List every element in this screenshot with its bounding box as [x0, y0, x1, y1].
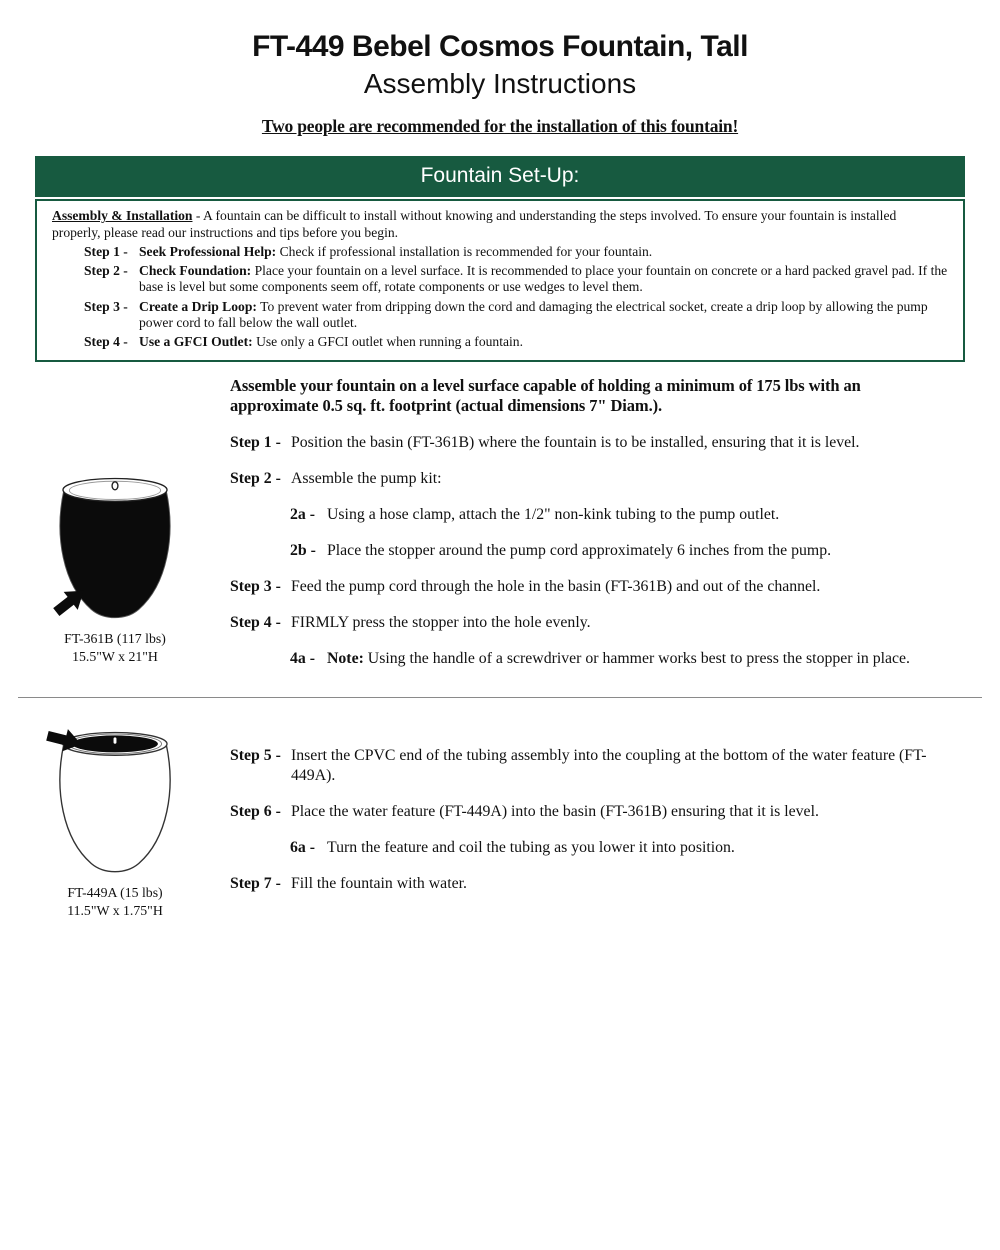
assembly-step-5: [230, 746, 952, 786]
step-label: Step 2 -: [84, 263, 128, 279]
step-title: Check Foundation:: [139, 263, 252, 279]
assembly-step-6: [230, 802, 952, 822]
step-body: FIRMLY press the stopper into the hole evenly.: [291, 613, 591, 631]
step-body: Assemble the pump kit:: [291, 469, 442, 487]
basin-figure: [0, 468, 230, 666]
step-label: 4a -: [290, 649, 316, 667]
assembly-step-1: [230, 433, 952, 453]
figure-column: [0, 722, 230, 920]
water-feature-coupling-hole: [114, 737, 117, 743]
basin-dimensions: 15.5"W x 21"H: [72, 648, 158, 664]
step-body: [327, 649, 952, 669]
step-body: Use only a GFCI outlet when running a fountain.: [256, 334, 523, 350]
step-label: Step 1 -: [230, 433, 281, 451]
water-feature-caption: [0, 884, 230, 920]
step-body: Feed the pump cord through the hole in the basin (FT-361B) and out of the channel.: [291, 577, 821, 595]
step-body: Insert the CPVC end of the tubing assembly into the coupling at the bottom of the water feature (FT-449A).: [291, 746, 927, 784]
step-label: Step 4 -: [230, 613, 281, 631]
water-feature-dimensions: 11.5"W x 1.75"H: [67, 902, 163, 918]
step-title: Seek Professional Help:: [139, 243, 277, 259]
step-text: [139, 244, 948, 260]
step-label: 2b -: [290, 541, 316, 559]
figure-column: [0, 376, 230, 669]
assembly-step-2b: [290, 541, 952, 561]
setup-intro-text: - A fountain can be difficult to install without knowing and understanding the steps involved. To ensure your fountain is installed properly, please read our instructions and tips before you begin.: [52, 208, 897, 240]
setup-step-1: [84, 244, 948, 260]
step-label: Step 7 -: [230, 875, 281, 893]
step-body: To prevent water from dripping down the cord and damaging the electrical socket, create a drip loop by allowing the pump power cord to fall below the wall outlet.: [139, 298, 928, 331]
basin-illustration: [39, 468, 191, 625]
step-label: Step 1 -: [84, 243, 128, 259]
step-label: Step 4 -: [84, 334, 128, 350]
setup-step-2: [84, 263, 948, 296]
step-body: Using a hose clamp, attach the 1/2" non-kink tubing to the pump outlet.: [327, 505, 780, 523]
step-body: Position the basin (FT-361B) where the fountain is to be installed, ensuring that it is level.: [291, 433, 860, 451]
setup-step-4: [84, 334, 948, 350]
step-label: Step 6 -: [230, 803, 281, 821]
step-label: Step 5 -: [230, 746, 281, 764]
assembly-section-bottom: [0, 722, 1000, 920]
water-feature-part-number: FT-449A (15 lbs): [67, 884, 163, 900]
document-header: [0, 0, 1000, 137]
note-label: Note:: [327, 649, 364, 667]
two-people-warning: Two people are recommended for the installation of this fountain!: [261, 116, 739, 137]
step-body: Place your fountain on a level surface. It is recommended to place your fountain on concrete or a hard packed gravel pad. If the base is level but some components seem off, rotate components or use wedges to level them.: [139, 263, 948, 295]
step-body: Place the water feature (FT-449A) into the basin (FT-361B) ensuring that it is level.: [291, 803, 819, 821]
note-text: Using the handle of a screwdriver or hammer works best to press the stopper in place.: [367, 649, 910, 667]
step-body: Fill the fountain with water.: [291, 875, 467, 893]
step-label: Step 3 -: [84, 298, 128, 314]
setup-intro-label: Assembly & Installation: [52, 208, 193, 224]
water-feature-figure: [0, 722, 230, 920]
assembly-step-2: [230, 469, 952, 489]
setup-step-3: [84, 299, 948, 332]
step-body: Check if professional installation is recommended for your fountain.: [279, 243, 653, 259]
step-text: [139, 263, 948, 296]
step-label: Step 2 -: [230, 469, 281, 487]
step-label: 2a -: [290, 505, 316, 523]
assembly-step-4: [230, 613, 952, 633]
assembly-step-7: [230, 874, 952, 894]
fountain-setup-header: Fountain Set-Up:: [35, 156, 965, 197]
assembly-step-6a: [290, 838, 952, 858]
assembly-step-3: [230, 577, 952, 597]
basin-caption: [0, 630, 230, 666]
fountain-setup-box: [35, 199, 965, 362]
assembly-section-top: [0, 376, 1000, 669]
page-subtitle: Assembly Instructions: [363, 68, 637, 99]
step-body: Turn the feature and coil the tubing as you lower it into position.: [327, 839, 735, 857]
assembly-step-2a: [290, 505, 952, 525]
page-title: FT-449 Bebel Cosmos Fountain, Tall: [252, 30, 748, 63]
step-body: Place the stopper around the pump cord approximately 6 inches from the pump.: [327, 541, 832, 559]
step-label: Step 3 -: [230, 577, 281, 595]
step-label: 6a -: [290, 839, 316, 857]
instructions-column-bottom: [230, 722, 1000, 920]
water-feature-body: [60, 744, 170, 872]
water-feature-illustration: [39, 722, 191, 879]
step-title: Use a GFCI Outlet:: [139, 334, 253, 350]
instructions-column-top: [230, 376, 1000, 669]
step-title: Create a Drip Loop:: [139, 298, 257, 314]
setup-intro: [52, 208, 948, 241]
basin-part-number: FT-361B (117 lbs): [64, 630, 166, 646]
surface-requirement-note: Assemble your fountain on a level surface capable of holding a minimum of 175 lbs with an approximate 0.5 sq. ft. footprint (actual dimensions 7" Diam.).: [230, 375, 861, 416]
step-text: [139, 299, 948, 332]
section-divider: [18, 697, 982, 698]
step-text: [139, 334, 948, 350]
assembly-step-4a: [290, 649, 952, 669]
basin-cord-hole: [112, 481, 118, 489]
